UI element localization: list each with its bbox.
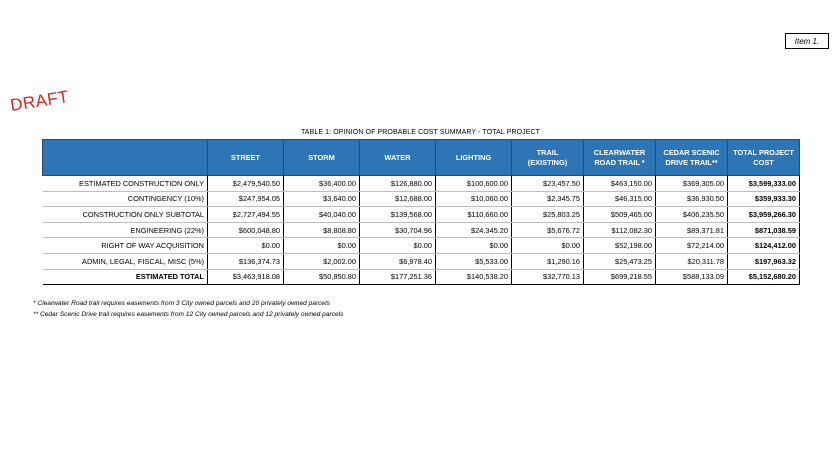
cost-cell: $2,727,494.55 [208, 207, 284, 223]
cost-cell: $20,311.78 [656, 253, 728, 269]
table-row [43, 191, 800, 207]
cost-summary-table [42, 139, 800, 285]
cost-cell: $2,479,540.50 [208, 176, 284, 192]
cost-cell: $126,880.00 [360, 176, 436, 192]
column-header: TOTAL PROJECT COST [728, 140, 800, 176]
cost-cell: $23,457.50 [512, 176, 584, 192]
cost-cell: $89,371.81 [656, 222, 728, 238]
row-label: RIGHT OF WAY ACQUISITION [43, 238, 208, 254]
item-number-box [785, 33, 829, 49]
total-cost-cell: $871,038.59 [728, 222, 800, 238]
cost-cell: $36,400.00 [284, 176, 360, 192]
total-cost-cell: $3,959,266.30 [728, 207, 800, 223]
cost-cell: $24,345.20 [436, 222, 512, 238]
table-body [43, 176, 800, 285]
column-header: CLEARWATER ROAD TRAIL * [584, 140, 656, 176]
cost-cell: $36,930.50 [656, 191, 728, 207]
cost-cell: $406,235.50 [656, 207, 728, 223]
total-cost-cell: $197,963.32 [728, 253, 800, 269]
footnote-clearwater: * Clearwater Road trail requires easements from 3 City owned parcels and 20 privately owned parcels [33, 300, 330, 307]
header-blank-cell [43, 140, 208, 176]
table-row [43, 176, 800, 192]
cost-cell: $0.00 [208, 238, 284, 254]
cost-cell: $12,688.00 [360, 191, 436, 207]
cost-cell: $112,082.30 [584, 222, 656, 238]
cost-cell: $25,473.25 [584, 253, 656, 269]
cost-cell: $2,002.00 [284, 253, 360, 269]
cost-cell: $8,808.80 [284, 222, 360, 238]
column-header: STREET [208, 140, 284, 176]
row-label: ADMIN, LEGAL, FISCAL, MISC (5%) [43, 253, 208, 269]
cost-cell: $5,533.00 [436, 253, 512, 269]
table-title: TABLE 1: OPINION OF PROBABLE COST SUMMARY - TOTAL PROJECT [300, 129, 541, 136]
cost-cell: $32,770.13 [512, 269, 584, 285]
cost-cell: $0.00 [360, 238, 436, 254]
footnotes [33, 298, 343, 320]
cost-cell: $50,850.80 [284, 269, 360, 285]
cost-cell: $5,676.72 [512, 222, 584, 238]
cost-cell: $369,305.00 [656, 176, 728, 192]
row-label: CONSTRUCTION ONLY SUBTOTAL [43, 207, 208, 223]
cost-cell: $72,214.00 [656, 238, 728, 254]
cost-cell: $3,640.00 [284, 191, 360, 207]
total-cost-cell: $359,933.30 [728, 191, 800, 207]
column-header: LIGHTING [436, 140, 512, 176]
footnote-cedar-scenic: ** Cedar Scenic Drive trail requires easements from 12 City owned parcels and 12 privately owned parcels [33, 311, 344, 318]
table-header-row [43, 140, 800, 176]
column-header: CEDAR SCENIC DRIVE TRAIL** [656, 140, 728, 176]
cost-cell: $3,463,918.08 [208, 269, 284, 285]
table-row [43, 253, 800, 269]
row-label: ENGINEERING (22%) [43, 222, 208, 238]
cost-cell: $509,465.00 [584, 207, 656, 223]
row-label: ESTIMATED CONSTRUCTION ONLY [43, 176, 208, 192]
cost-cell: $139,568.00 [360, 207, 436, 223]
table-row [43, 222, 800, 238]
cost-cell: $0.00 [436, 238, 512, 254]
cost-cell: $6,978.40 [360, 253, 436, 269]
cost-cell: $40,040.00 [284, 207, 360, 223]
cost-cell: $52,198.00 [584, 238, 656, 254]
row-label: CONTINGENCY (10%) [43, 191, 208, 207]
column-header: TRAIL (EXISTING) [512, 140, 584, 176]
table-total-row [43, 269, 800, 285]
draft-watermark: DRAFT [8, 86, 71, 116]
cost-cell: $136,374.73 [208, 253, 284, 269]
cost-cell: $30,704.96 [360, 222, 436, 238]
cost-cell: $0.00 [284, 238, 360, 254]
cost-cell: $46,315.00 [584, 191, 656, 207]
row-label: ESTIMATED TOTAL [43, 269, 208, 285]
cost-cell: $2,345.75 [512, 191, 584, 207]
total-cost-cell: $5,152,680.20 [728, 269, 800, 285]
table-row [43, 238, 800, 254]
total-cost-cell: $124,412.00 [728, 238, 800, 254]
cost-cell: $463,150.00 [584, 176, 656, 192]
cost-cell: $25,803.25 [512, 207, 584, 223]
cost-cell: $0.00 [512, 238, 584, 254]
column-header: WATER [360, 140, 436, 176]
cost-cell: $177,251.36 [360, 269, 436, 285]
cost-cell: $247,954.05 [208, 191, 284, 207]
cost-cell: $100,600.00 [436, 176, 512, 192]
item-number-label: Item 1. [794, 36, 820, 46]
cost-cell: $140,538.20 [436, 269, 512, 285]
column-header: STORM [284, 140, 360, 176]
cost-cell: $600,048.80 [208, 222, 284, 238]
table-row [43, 207, 800, 223]
cost-cell: $699,218.55 [584, 269, 656, 285]
cost-cell: $1,290.16 [512, 253, 584, 269]
cost-cell: $10,060.00 [436, 191, 512, 207]
total-cost-cell: $3,599,333.00 [728, 176, 800, 192]
cost-cell: $588,133.09 [656, 269, 728, 285]
cost-cell: $110,660.00 [436, 207, 512, 223]
